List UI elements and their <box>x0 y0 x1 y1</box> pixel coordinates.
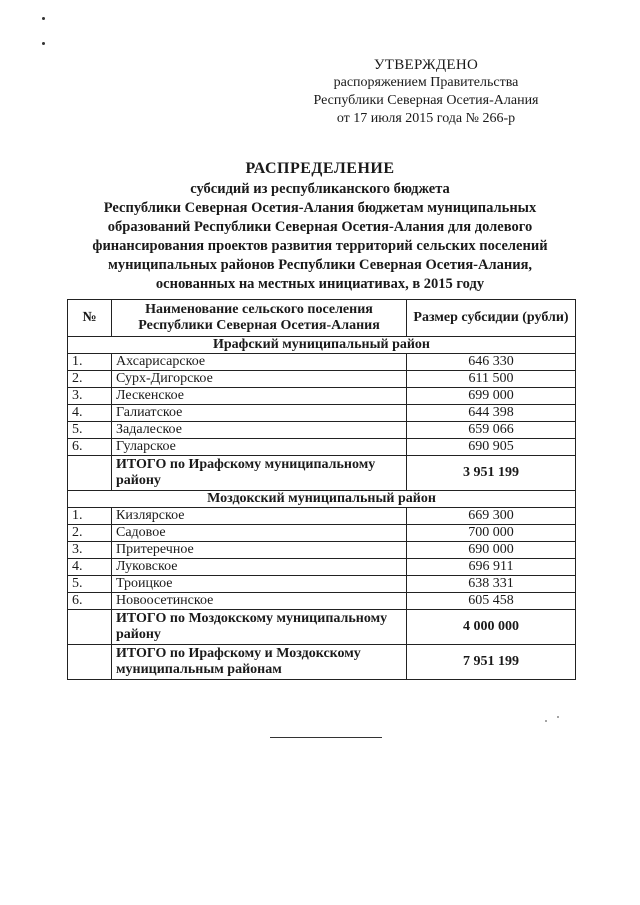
total-label: ИТОГО по Моздокскому муниципальному району <box>112 610 407 645</box>
title-line: субсидий из республиканского бюджета <box>190 181 450 197</box>
row-num: 6. <box>68 439 112 456</box>
row-name: Задалеское <box>112 422 407 439</box>
closing-rule <box>270 737 382 738</box>
row-amount: 690 000 <box>407 542 576 559</box>
row-name: Кизлярское <box>112 508 407 525</box>
row-amount: 644 398 <box>407 405 576 422</box>
document-title <box>60 158 580 294</box>
row-num: 4. <box>68 405 112 422</box>
row-name: Садовое <box>112 525 407 542</box>
row-num: 3. <box>68 542 112 559</box>
title-line: Республики Северная Осетия-Алания бюджетам муниципальных <box>103 200 537 216</box>
row-name: Сурх-Дигорское <box>112 371 407 388</box>
grand-total-label: ИТОГО по Ирафскому и Моздокскому муниципальным районам <box>112 645 407 680</box>
row-amount: 690 905 <box>407 439 576 456</box>
approval-stamp <box>300 56 552 128</box>
district-row <box>68 337 576 354</box>
row-amount: 605 458 <box>407 593 576 610</box>
row-num: 2. <box>68 371 112 388</box>
row-amount: 700 000 <box>407 525 576 542</box>
row-amount: 696 911 <box>407 559 576 576</box>
row-name: Притеречное <box>112 542 407 559</box>
approval-heading: УТВЕРЖДЕНО <box>373 57 479 73</box>
header-num: № <box>68 300 112 337</box>
row-num: 5. <box>68 576 112 593</box>
row-name: Новоосетинское <box>112 593 407 610</box>
scan-speck <box>42 42 45 45</box>
row-amount: 646 330 <box>407 354 576 371</box>
scan-speck <box>545 720 547 722</box>
table-row <box>68 508 576 525</box>
row-num: 3. <box>68 388 112 405</box>
row-amount: 659 066 <box>407 422 576 439</box>
row-name: Луковское <box>112 559 407 576</box>
total-label: ИТОГО по Ирафскому муниципальному району <box>112 456 407 491</box>
scan-speck <box>42 17 45 20</box>
scan-speck <box>557 716 559 718</box>
row-amount: 638 331 <box>407 576 576 593</box>
table-row <box>68 593 576 610</box>
title-main: РАСПРЕДЕЛЕНИЕ <box>245 160 395 177</box>
total-amount: 3 951 199 <box>407 456 576 491</box>
row-name: Ахсарисарское <box>112 354 407 371</box>
table-row <box>68 542 576 559</box>
table-row <box>68 405 576 422</box>
table-row <box>68 525 576 542</box>
empty-cell <box>68 645 112 680</box>
table-row <box>68 354 576 371</box>
table-row <box>68 576 576 593</box>
row-name: Троицкое <box>112 576 407 593</box>
approval-line: от 17 июля 2015 года № 266-р <box>336 111 516 126</box>
empty-cell <box>68 610 112 645</box>
district-name: Ирафский муниципальный район <box>68 337 576 354</box>
table-row <box>68 371 576 388</box>
title-line: основанных на местных инициативах, в 2015 году <box>155 276 485 292</box>
row-name: Галиатское <box>112 405 407 422</box>
table-header-row <box>68 300 576 337</box>
title-line: муниципальных районов Республики Северная Осетия-Алания, <box>107 257 533 273</box>
empty-cell <box>68 456 112 491</box>
title-line: образований Республики Северная Осетия-Алания для долевого <box>107 219 533 235</box>
row-num: 5. <box>68 422 112 439</box>
table-row <box>68 388 576 405</box>
row-amount: 611 500 <box>407 371 576 388</box>
table-row <box>68 422 576 439</box>
table-row <box>68 439 576 456</box>
table-row <box>68 559 576 576</box>
row-amount: 699 000 <box>407 388 576 405</box>
header-name: Наименование сельского поселения Республики Северная Осетия-Алания <box>112 300 407 337</box>
title-line: финансирования проектов развития территорий сельских поселений <box>92 238 548 254</box>
row-name: Гуларское <box>112 439 407 456</box>
approval-line: Республики Северная Осетия-Алания <box>313 93 539 108</box>
header-amount: Размер субсидии (рубли) <box>407 300 576 337</box>
row-num: 6. <box>68 593 112 610</box>
row-num: 1. <box>68 354 112 371</box>
row-num: 2. <box>68 525 112 542</box>
row-num: 4. <box>68 559 112 576</box>
grand-total-row <box>68 645 576 680</box>
subsidy-table <box>67 299 576 680</box>
district-name: Моздокский муниципальный район <box>68 491 576 508</box>
district-row <box>68 491 576 508</box>
row-amount: 669 300 <box>407 508 576 525</box>
total-amount: 4 000 000 <box>407 610 576 645</box>
approval-line: распоряжением Правительства <box>333 75 519 90</box>
grand-total-amount: 7 951 199 <box>407 645 576 680</box>
district-total-row <box>68 456 576 491</box>
row-num: 1. <box>68 508 112 525</box>
row-name: Лескенское <box>112 388 407 405</box>
district-total-row <box>68 610 576 645</box>
